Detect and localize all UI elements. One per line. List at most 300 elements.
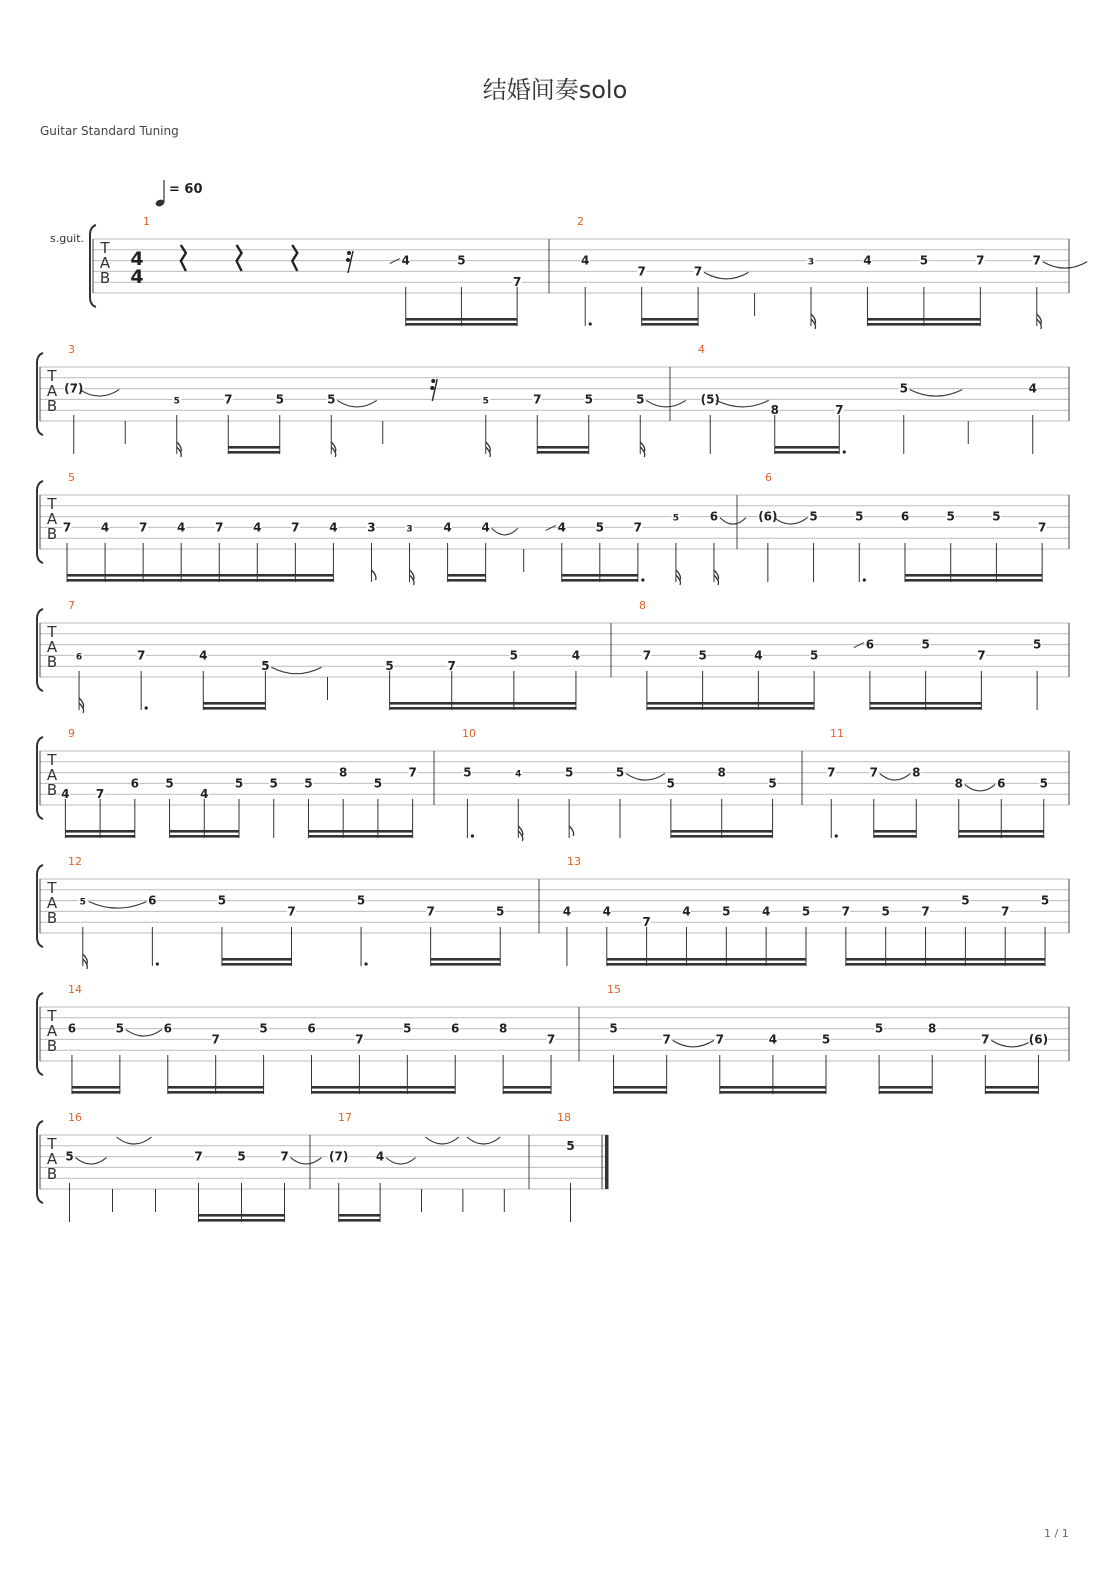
- tie-arc: [386, 1158, 415, 1165]
- fret-number: 6: [709, 509, 719, 524]
- fret-number: 7: [1032, 253, 1041, 268]
- fret-number: 4: [375, 1149, 385, 1164]
- fret-number: 5: [564, 765, 574, 780]
- fret-number: 5: [768, 776, 777, 791]
- beam: [607, 958, 806, 961]
- fret-number: 5: [874, 1021, 884, 1036]
- fret-number: 4: [177, 520, 186, 535]
- beam: [846, 963, 1045, 966]
- beam: [339, 1219, 380, 1222]
- fret-number: 6: [997, 776, 1006, 791]
- beam: [72, 1086, 120, 1089]
- fret-number: 5: [385, 659, 394, 674]
- beam: [170, 835, 239, 838]
- fret-number: 7: [224, 392, 233, 407]
- fret-number: 5: [636, 392, 645, 407]
- beam: [503, 1091, 551, 1094]
- tab-clef-letter: A: [46, 1022, 58, 1040]
- fret-number: 4: [863, 253, 872, 268]
- fret-number: 7: [1037, 520, 1047, 535]
- fret-number: 5: [457, 253, 466, 268]
- rhythm-dot: [863, 578, 866, 581]
- beam: [870, 707, 982, 710]
- fret-number: 8: [339, 765, 348, 780]
- fret-number: 6: [148, 893, 157, 908]
- fret-number: 4: [200, 787, 209, 802]
- fret-number: 5: [899, 381, 908, 396]
- rhythm-dot: [471, 834, 474, 837]
- fret-number: 5: [1039, 776, 1048, 791]
- tab-clef-letter: T: [47, 623, 57, 641]
- tab-clef-letter: B: [46, 781, 58, 799]
- fret-number: 7: [869, 765, 878, 780]
- fret-number: 7: [280, 1149, 289, 1164]
- fret-number: 4: [100, 520, 110, 535]
- fret-number: 5: [259, 1021, 268, 1036]
- tab-clef-letter: A: [46, 510, 58, 528]
- fret-number: 6: [67, 1021, 77, 1036]
- beam: [308, 835, 412, 838]
- fret-number: 5: [275, 392, 284, 407]
- measure-number: 15: [607, 983, 621, 996]
- fret-number: 4: [768, 1032, 778, 1047]
- fret-number: 6: [163, 1021, 172, 1036]
- tab-clef-letter: T: [47, 367, 57, 385]
- beam: [222, 963, 292, 966]
- fret-number: 5: [992, 509, 1001, 524]
- fret-number: 3: [367, 520, 376, 535]
- beam: [870, 702, 982, 705]
- fret-number: 7: [138, 520, 148, 535]
- tab-clef-letter: A: [46, 638, 58, 656]
- tab-clef-letter: T: [47, 1135, 57, 1153]
- fret-number: 5: [722, 904, 731, 919]
- beam: [203, 702, 265, 705]
- tie-arc: [117, 1137, 152, 1144]
- measure-number: 2: [577, 215, 584, 228]
- fret-number: 8: [498, 1021, 508, 1036]
- fret-number: 5: [615, 765, 625, 780]
- tie-arc: [646, 400, 686, 407]
- beam: [406, 323, 517, 326]
- beam: [874, 835, 917, 838]
- measure-number: 6: [765, 471, 772, 484]
- fret-number: 4: [199, 648, 208, 663]
- tie-arc: [716, 400, 769, 407]
- fret-number: 4: [602, 904, 611, 919]
- beam: [537, 451, 589, 454]
- measure-number: 13: [567, 855, 581, 868]
- beam: [647, 707, 814, 710]
- beam: [867, 323, 980, 326]
- sixteenth-rest-dot: [347, 251, 351, 255]
- fret-number: 7: [355, 1032, 364, 1047]
- fret-number: 5: [327, 392, 336, 407]
- fret-number: 4: [401, 253, 410, 268]
- beam: [720, 1091, 826, 1094]
- fret-number: 4: [481, 520, 490, 535]
- rhythm-dot: [835, 834, 838, 837]
- tab-clef-letter: T: [47, 1007, 57, 1025]
- beam: [614, 1091, 667, 1094]
- tempo-marking: [155, 180, 203, 208]
- note-flag: [371, 570, 376, 580]
- beam: [67, 574, 333, 577]
- fret-number: 5: [496, 904, 505, 919]
- fret-number: 5: [115, 1021, 125, 1036]
- time-signature-top: 4: [130, 248, 144, 270]
- beam: [562, 574, 638, 577]
- fret-number: 5: [79, 897, 86, 908]
- measure-number: 18: [557, 1111, 571, 1124]
- tab-clef-letter: B: [46, 909, 58, 927]
- fret-number: 6: [451, 1021, 460, 1036]
- tie-arc: [774, 518, 808, 525]
- fret-number: 7: [62, 520, 72, 535]
- fret-number: 5: [373, 776, 383, 791]
- fret-number: 7: [512, 275, 522, 290]
- beam: [959, 835, 1044, 838]
- beam: [647, 702, 814, 705]
- beam: [642, 323, 698, 326]
- fret-number: 5: [609, 1021, 618, 1036]
- beam: [720, 1086, 826, 1089]
- beam: [867, 318, 980, 321]
- score-title: 结婚间奏solo: [482, 76, 628, 104]
- fret-number: 7: [642, 915, 651, 930]
- tab-clef-letter: B: [46, 1165, 58, 1183]
- beam: [339, 1214, 380, 1217]
- fret-number: 7: [976, 253, 985, 268]
- tab-clef-letter: A: [46, 894, 58, 912]
- fret-number: (5): [700, 392, 720, 407]
- fret-number: 5: [801, 904, 811, 919]
- rhythm-dot: [589, 322, 592, 325]
- fret-number: 5: [463, 765, 472, 780]
- beam: [879, 1086, 932, 1089]
- fret-number: 6: [130, 776, 139, 791]
- tie-arc: [80, 390, 120, 397]
- tab-clef-letter: A: [46, 1150, 58, 1168]
- staff-system: [37, 983, 1069, 1094]
- beam: [879, 1091, 932, 1094]
- tab-clef-letter: B: [46, 653, 58, 671]
- beam: [312, 1086, 456, 1089]
- fret-number: 5: [946, 509, 955, 524]
- beam: [959, 830, 1044, 833]
- tie-arc: [271, 667, 321, 674]
- fret-number: 6: [900, 509, 910, 524]
- fret-number: 7: [194, 1149, 203, 1164]
- tab-clef-letter: T: [47, 879, 57, 897]
- fret-number: 7: [136, 648, 146, 663]
- beam: [642, 318, 698, 321]
- fret-number: 8: [912, 765, 921, 780]
- fret-number: 4: [571, 648, 581, 663]
- fret-number: 7: [662, 1032, 671, 1047]
- beam: [503, 1086, 551, 1089]
- measure-number: 17: [338, 1111, 352, 1124]
- tuning-label: Guitar Standard Tuning: [40, 124, 179, 138]
- fret-number: 4: [581, 253, 590, 268]
- measure-number: 10: [462, 727, 476, 740]
- quarter-rest-icon: [181, 245, 186, 271]
- fret-number: 7: [715, 1032, 724, 1047]
- fret-number: 5: [855, 509, 864, 524]
- beam: [448, 579, 486, 582]
- beam: [67, 579, 333, 582]
- fret-number: 7: [921, 904, 930, 919]
- fret-number: 8: [954, 776, 963, 791]
- fret-number: 5: [173, 396, 180, 407]
- fret-number: 5: [821, 1032, 831, 1047]
- fret-number: 5: [403, 1021, 412, 1036]
- beam: [168, 1091, 264, 1094]
- sixteenth-rest-dot: [431, 379, 435, 383]
- tie-arc: [126, 1030, 162, 1037]
- fret-number: 6: [307, 1021, 316, 1036]
- beam: [308, 830, 412, 833]
- fret-number: 4: [562, 904, 572, 919]
- staff-system: [37, 471, 1069, 585]
- rhythm-dot: [145, 706, 148, 709]
- tab-clef-letter: B: [46, 1037, 58, 1055]
- beam: [170, 830, 239, 833]
- measure-number: 12: [68, 855, 82, 868]
- tie-arc: [704, 272, 748, 279]
- fret-number: 5: [809, 648, 819, 663]
- fret-number: 7: [408, 765, 417, 780]
- beam: [390, 707, 576, 710]
- fret-number: 4: [754, 648, 763, 663]
- fret-number: 6: [865, 637, 875, 652]
- fret-number: 5: [482, 396, 489, 407]
- fret-number: 7: [827, 765, 836, 780]
- fret-number: 5: [584, 392, 593, 407]
- beam: [537, 446, 589, 449]
- fret-number: 7: [637, 264, 646, 279]
- fret-number: 5: [881, 904, 890, 919]
- fret-number: 5: [269, 776, 278, 791]
- measure-number: 16: [68, 1111, 82, 1124]
- fret-number: 7: [1001, 904, 1010, 919]
- fret-number: 4: [443, 520, 452, 535]
- fret-number: 7: [447, 659, 456, 674]
- beam: [65, 830, 134, 833]
- fret-number: 7: [977, 648, 986, 663]
- staff-system: [37, 1111, 609, 1222]
- measure-number: 9: [68, 727, 75, 740]
- fret-number: 7: [533, 392, 542, 407]
- final-barline: [605, 1135, 609, 1189]
- beam: [562, 579, 638, 582]
- measure-number: 4: [698, 343, 705, 356]
- tie-arc: [337, 400, 377, 407]
- fret-number: 5: [237, 1149, 246, 1164]
- measure-number: 14: [68, 983, 82, 996]
- fret-number: 5: [1032, 637, 1042, 652]
- tempo-value: = 60: [169, 182, 203, 197]
- fret-number: 5: [809, 509, 818, 524]
- beam: [614, 1086, 667, 1089]
- beam: [72, 1091, 120, 1094]
- fret-number: 6: [75, 652, 83, 663]
- beam: [228, 446, 280, 449]
- fret-number: 5: [698, 648, 707, 663]
- measure-number: 11: [830, 727, 844, 740]
- fret-number: 7: [211, 1032, 220, 1047]
- rhythm-dot: [364, 962, 367, 965]
- tie-arc: [720, 518, 746, 525]
- tie-arc: [910, 390, 963, 397]
- fret-number: 4: [329, 520, 338, 535]
- beam: [312, 1091, 456, 1094]
- tab-clef-letter: T: [100, 239, 110, 257]
- fret-number: 5: [961, 893, 970, 908]
- staff-system: [37, 855, 1069, 969]
- tie-arc: [467, 1137, 500, 1144]
- fret-number: 8: [717, 765, 726, 780]
- staff-system: [37, 343, 1069, 457]
- beam: [203, 707, 265, 710]
- beam: [228, 451, 280, 454]
- rhythm-dot: [641, 578, 644, 581]
- tab-clef-letter: A: [46, 382, 58, 400]
- fret-number: 7: [642, 648, 652, 663]
- tie-arc: [626, 774, 665, 781]
- fret-number: 5: [304, 776, 313, 791]
- tab-clef-letter: B: [99, 269, 111, 287]
- beam: [607, 963, 806, 966]
- fret-number: 5: [509, 648, 519, 663]
- fret-number: 4: [515, 769, 522, 780]
- fret-number: 5: [65, 1149, 74, 1164]
- fret-number: 5: [217, 893, 227, 908]
- tab-clef-letter: B: [46, 525, 58, 543]
- tie-arc: [426, 1137, 459, 1144]
- staff-systems: [37, 215, 1087, 1222]
- fret-number: (7): [64, 381, 84, 396]
- fret-number: 7: [633, 520, 643, 535]
- fret-number: 7: [981, 1032, 990, 1047]
- fret-number: 7: [841, 904, 851, 919]
- tab-clef-letter: A: [99, 254, 111, 272]
- staff-system: [37, 727, 1069, 841]
- fret-number: 7: [291, 520, 300, 535]
- beam: [874, 830, 917, 833]
- fret-number: (6): [1028, 1032, 1049, 1047]
- tab-clef-letter: T: [47, 751, 57, 769]
- tie-arc: [1043, 262, 1087, 269]
- beam: [199, 1214, 285, 1217]
- fret-number: 4: [682, 904, 691, 919]
- fret-number: 5: [595, 520, 604, 535]
- tab-clef-letter: B: [46, 397, 58, 415]
- fret-number: 7: [95, 787, 105, 802]
- tie-arc: [291, 1158, 322, 1165]
- tie-arc: [880, 774, 911, 781]
- fret-number: 4: [557, 520, 566, 535]
- staff-system: [37, 599, 1069, 713]
- quarter-rest-icon: [237, 245, 242, 271]
- fret-number: 5: [234, 776, 244, 791]
- sixteenth-rest-dot: [430, 386, 434, 390]
- fret-number: 3: [406, 524, 413, 535]
- measure-number: 1: [143, 215, 150, 228]
- beam: [431, 963, 501, 966]
- beam: [905, 574, 1042, 577]
- measure-number: 5: [68, 471, 75, 484]
- measure-number: 3: [68, 343, 75, 356]
- tab-clef-letter: T: [47, 495, 57, 513]
- fret-number: 8: [928, 1021, 937, 1036]
- tie-arc: [673, 1040, 714, 1047]
- fret-number: (7): [329, 1149, 349, 1164]
- rhythm-dot: [156, 962, 159, 965]
- tie-arc: [965, 784, 996, 791]
- fret-number: 7: [546, 1032, 556, 1047]
- fret-number: 4: [253, 520, 262, 535]
- fret-number: 5: [666, 776, 676, 791]
- fret-number: 5: [672, 513, 680, 524]
- beam: [390, 702, 576, 705]
- fret-number: 7: [693, 264, 703, 279]
- beam: [448, 574, 486, 577]
- beam: [775, 446, 840, 449]
- tie-arc: [76, 1158, 107, 1165]
- beam: [168, 1086, 264, 1089]
- beam: [985, 1086, 1038, 1089]
- beam: [199, 1219, 285, 1222]
- beam: [65, 835, 134, 838]
- fret-number: 5: [921, 637, 930, 652]
- beam: [846, 958, 1045, 961]
- quarter-rest-icon: [292, 245, 297, 271]
- fret-number: 4: [761, 904, 771, 919]
- sixteenth-rest-dot: [346, 258, 350, 262]
- fret-number: 5: [566, 1138, 575, 1153]
- fret-number: 7: [426, 904, 435, 919]
- fret-number: 5: [261, 659, 270, 674]
- fret-number: 3: [807, 257, 815, 268]
- time-signature-bottom: 4: [130, 266, 144, 288]
- tie-arc: [492, 528, 518, 535]
- beam: [775, 451, 840, 454]
- page-number: 1 / 1: [1044, 1527, 1069, 1540]
- measure-number: 7: [68, 599, 75, 612]
- fret-number: 5: [165, 776, 174, 791]
- beam: [222, 958, 292, 961]
- beam: [985, 1091, 1038, 1094]
- fret-number: 4: [61, 787, 70, 802]
- fret-number: 7: [835, 403, 844, 418]
- fret-number: 8: [770, 403, 779, 418]
- beam: [905, 579, 1042, 582]
- fret-number: 5: [919, 253, 929, 268]
- instrument-label: s.guit.: [50, 232, 85, 245]
- note-flag: [569, 826, 574, 836]
- beam: [671, 835, 773, 838]
- fret-number: 5: [356, 893, 366, 908]
- staff-system: [90, 215, 1087, 329]
- tie-arc: [89, 902, 147, 909]
- rhythm-dot: [843, 450, 846, 453]
- fret-number: (6): [758, 509, 778, 524]
- tie-arc: [991, 1040, 1032, 1047]
- beam: [406, 318, 517, 321]
- fret-number: 7: [215, 520, 224, 535]
- measure-number: 8: [639, 599, 646, 612]
